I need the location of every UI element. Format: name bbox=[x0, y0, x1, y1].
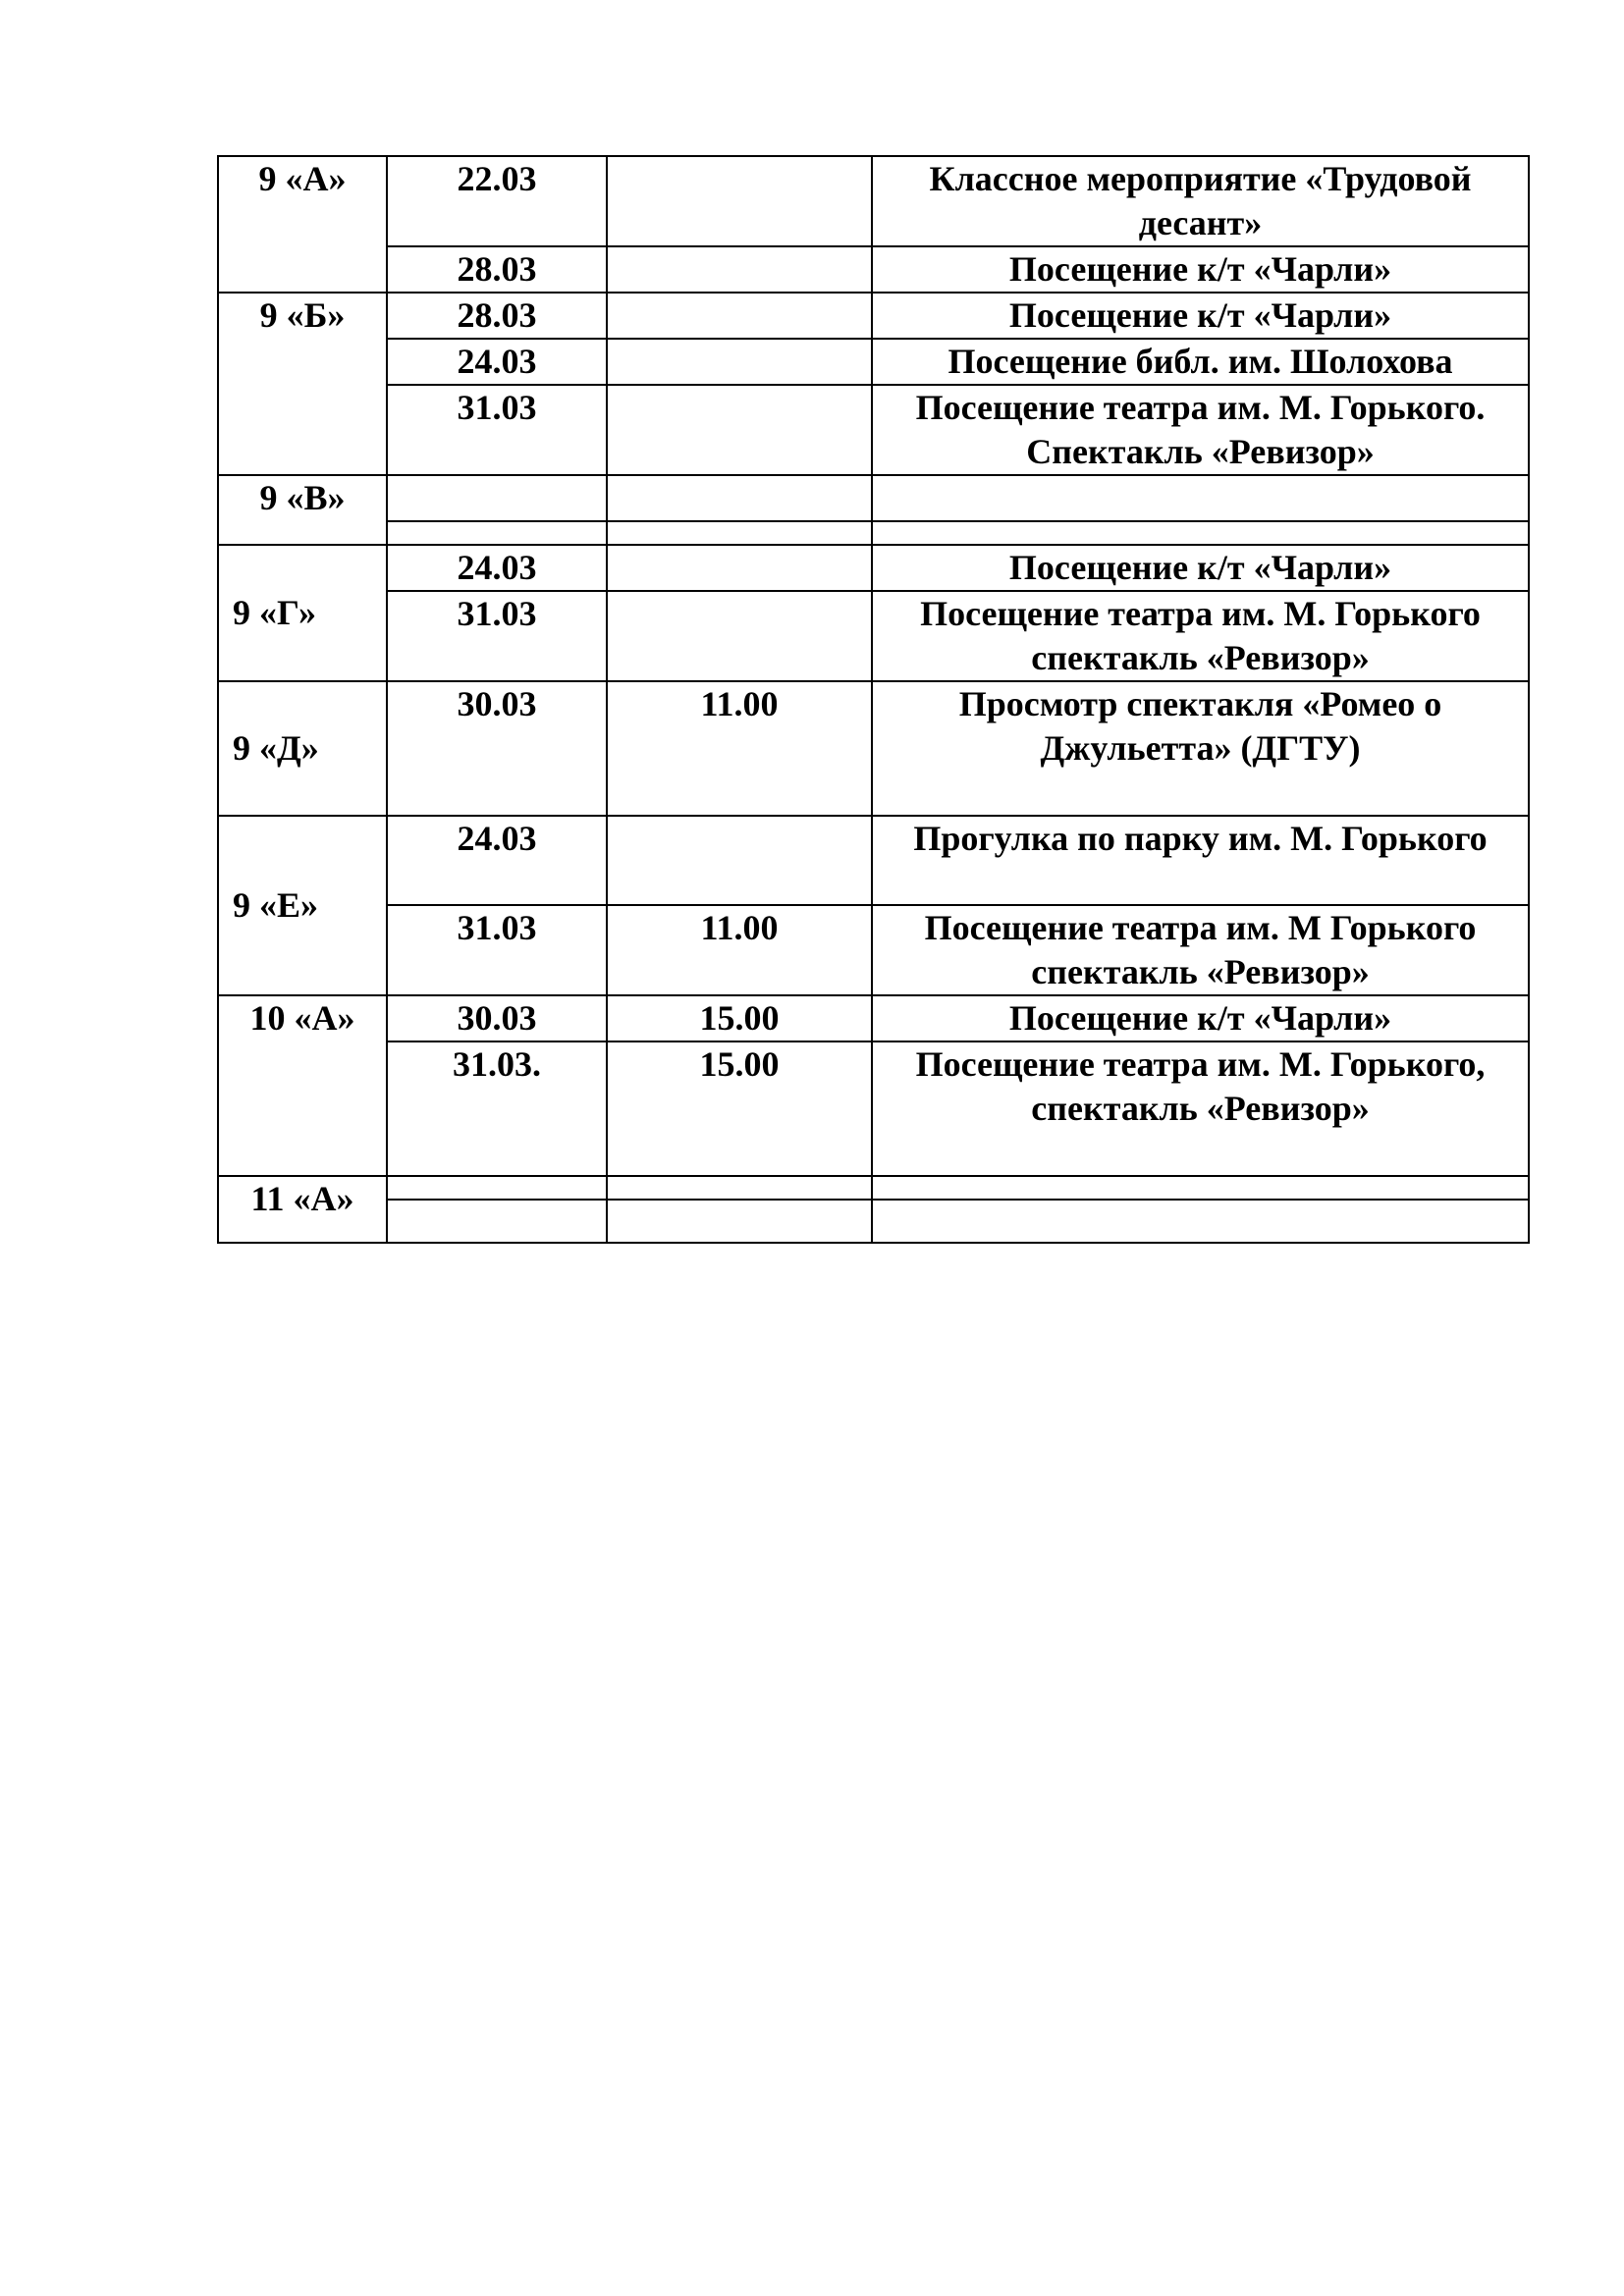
table-row bbox=[218, 545, 1529, 591]
event-cell bbox=[872, 1176, 1529, 1200]
time-cell bbox=[607, 475, 872, 521]
class-cell: 9 «А» bbox=[218, 156, 387, 293]
date-cell: 31.03 bbox=[387, 385, 607, 475]
event-cell: Посещение театра им. М Горького спектакль «Ревизор» bbox=[872, 905, 1529, 995]
date-cell bbox=[387, 475, 607, 521]
date-cell: 22.03 bbox=[387, 156, 607, 246]
date-cell: 31.03 bbox=[387, 591, 607, 681]
date-cell: 24.03 bbox=[387, 545, 607, 591]
event-cell: Посещение театра им. М. Горького, спектакль «Ревизор» bbox=[872, 1041, 1529, 1176]
table-row bbox=[218, 293, 1529, 339]
date-cell: 28.03 bbox=[387, 246, 607, 293]
event-cell: Посещение к/т «Чарли» bbox=[872, 995, 1529, 1041]
event-cell: Посещение библ. им. Шолохова bbox=[872, 339, 1529, 385]
time-cell bbox=[607, 339, 872, 385]
table-row bbox=[218, 339, 1529, 385]
class-cell: 9 «В» bbox=[218, 475, 387, 545]
date-cell bbox=[387, 1176, 607, 1200]
date-cell: 24.03 bbox=[387, 816, 607, 905]
table-row bbox=[218, 995, 1529, 1041]
table-row bbox=[218, 816, 1529, 905]
schedule-table bbox=[217, 155, 1530, 1244]
event-cell bbox=[872, 475, 1529, 521]
date-cell: 31.03. bbox=[387, 1041, 607, 1176]
event-cell: Посещение к/т «Чарли» bbox=[872, 545, 1529, 591]
time-cell bbox=[607, 246, 872, 293]
time-cell bbox=[607, 521, 872, 545]
class-cell: 9 «Е» bbox=[218, 816, 387, 995]
date-cell bbox=[387, 1200, 607, 1243]
event-cell: Посещение театра им. М. Горького спектакль «Ревизор» bbox=[872, 591, 1529, 681]
event-cell: Прогулка по парку им. М. Горького bbox=[872, 816, 1529, 905]
class-cell: 11 «А» bbox=[218, 1176, 387, 1243]
time-cell: 11.00 bbox=[607, 905, 872, 995]
table-row bbox=[218, 1176, 1529, 1200]
date-cell: 24.03 bbox=[387, 339, 607, 385]
event-cell: Посещение к/т «Чарли» bbox=[872, 246, 1529, 293]
table-row bbox=[218, 681, 1529, 816]
table-row bbox=[218, 1041, 1529, 1176]
time-cell bbox=[607, 1200, 872, 1243]
class-cell: 9 «Д» bbox=[218, 681, 387, 816]
table-row bbox=[218, 591, 1529, 681]
table-row bbox=[218, 156, 1529, 246]
time-cell bbox=[607, 156, 872, 246]
event-cell: Посещение к/т «Чарли» bbox=[872, 293, 1529, 339]
time-cell bbox=[607, 293, 872, 339]
time-cell bbox=[607, 1176, 872, 1200]
time-cell bbox=[607, 545, 872, 591]
table-row bbox=[218, 475, 1529, 521]
time-cell bbox=[607, 816, 872, 905]
event-cell: Просмотр спектакля «Ромео о Джульетта» (ДГТУ) bbox=[872, 681, 1529, 816]
table-row bbox=[218, 1200, 1529, 1243]
time-cell bbox=[607, 385, 872, 475]
class-cell: 9 «Г» bbox=[218, 545, 387, 681]
date-cell bbox=[387, 521, 607, 545]
table-row bbox=[218, 521, 1529, 545]
date-cell: 31.03 bbox=[387, 905, 607, 995]
table-row bbox=[218, 246, 1529, 293]
event-cell bbox=[872, 1200, 1529, 1243]
time-cell: 11.00 bbox=[607, 681, 872, 816]
time-cell: 15.00 bbox=[607, 995, 872, 1041]
event-cell: Классное мероприятие «Трудовой десант» bbox=[872, 156, 1529, 246]
event-cell: Посещение театра им. М. Горького. Спектакль «Ревизор» bbox=[872, 385, 1529, 475]
table-row bbox=[218, 385, 1529, 475]
class-cell: 10 «А» bbox=[218, 995, 387, 1176]
time-cell: 15.00 bbox=[607, 1041, 872, 1176]
date-cell: 28.03 bbox=[387, 293, 607, 339]
date-cell: 30.03 bbox=[387, 995, 607, 1041]
table-row bbox=[218, 905, 1529, 995]
event-cell bbox=[872, 521, 1529, 545]
class-cell: 9 «Б» bbox=[218, 293, 387, 475]
time-cell bbox=[607, 591, 872, 681]
date-cell: 30.03 bbox=[387, 681, 607, 816]
